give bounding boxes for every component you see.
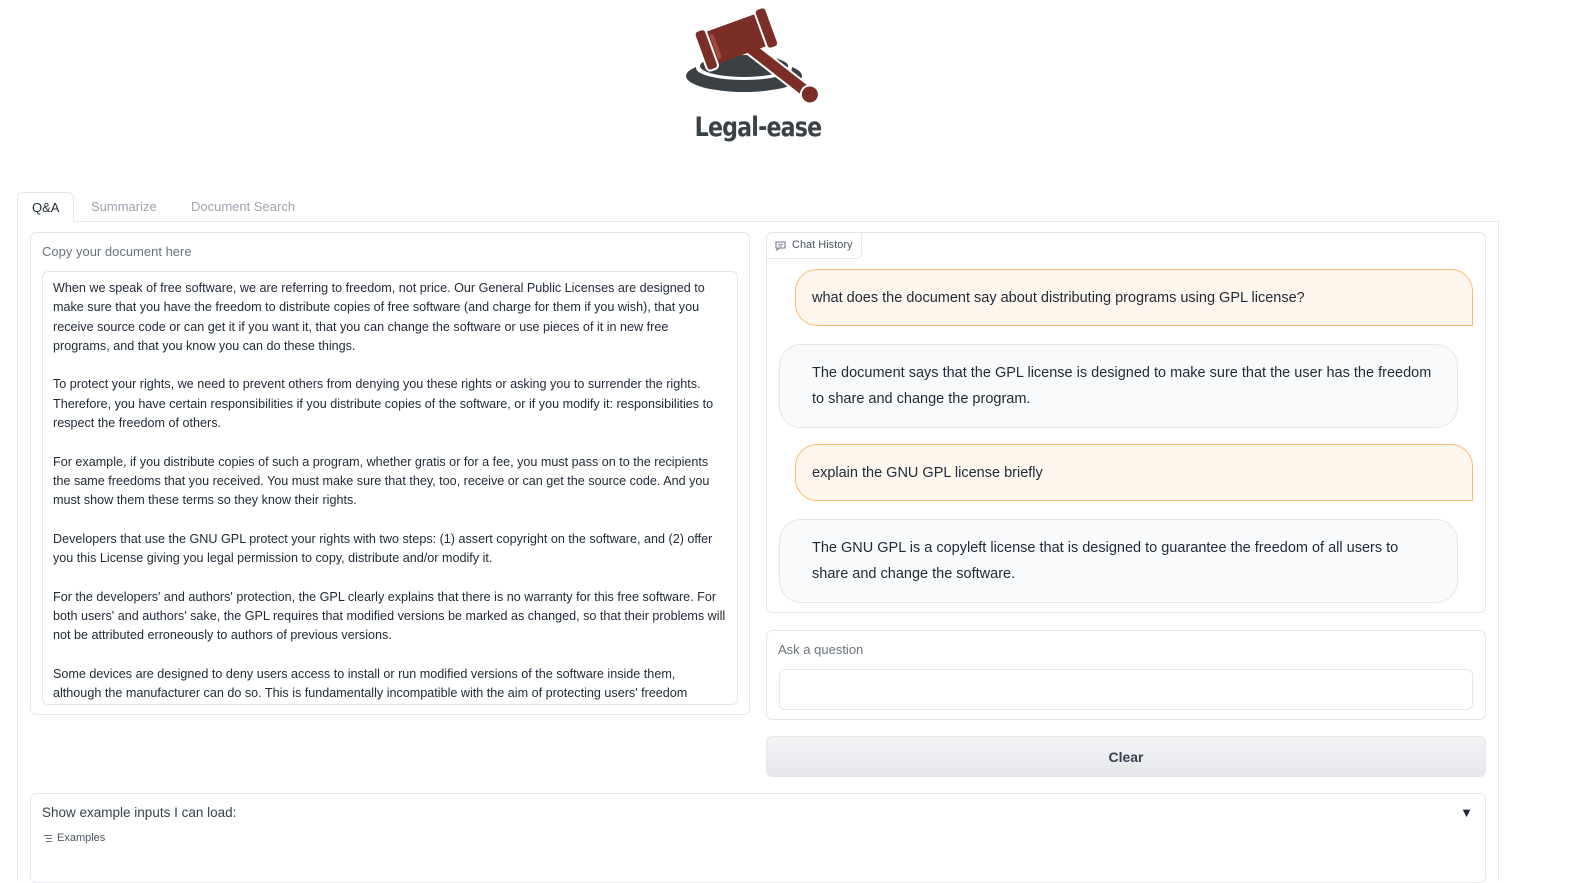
examples-panel [30, 793, 1486, 883]
tab-document-search[interactable]: Document Search [191, 199, 296, 214]
question-input[interactable] [779, 669, 1473, 710]
doc-paragraph-3: For example, if you distribute copies of such a program, whether gratis or for a fee, you must pass on to the recipients the same freedoms that you received. You must make sure that they, too, receive or can get the source code. And you must show them these terms so they know their rights. [53, 454, 713, 508]
question-label: Ask a question [778, 642, 864, 657]
document-input-label: Copy your document here [42, 244, 192, 259]
chat-message-user: what does the document say about distributing programs using GPL license? [795, 269, 1473, 326]
chat-message-bot: The GNU GPL is a copyleft license that is designed to guarantee the freedom of all users to share and change the software. [779, 519, 1458, 603]
doc-paragraph-6: Some devices are designed to deny users access to install or run modified versions of the software inside them, although the manufacturer can do so. This is fundamentally incompatible with the aim of protecting users' freedom [53, 666, 688, 701]
chat-history-panel[interactable] [766, 232, 1486, 613]
chat-message-user: explain the GNU GPL license briefly [795, 444, 1473, 501]
gavel-icon [686, 8, 836, 118]
doc-paragraph-4: Developers that use the GNU GPL protect your rights with two steps: (1) assert copyright on the software, and (2) offer you this License giving you legal permission to copy, distribute and/or modify it. [53, 531, 716, 566]
chevron-down-icon[interactable]: ▼ [1460, 805, 1473, 820]
doc-paragraph-1: When we speak of free software, we are referring to freedom, not price. Our General Public Licenses are designed to make sure that you have the freedom to distribute copies of free software (and charge for them if you wish), that you receive source code or can get it if you want it, that you can change the software or use pieces of it in new free programs, and that you know you can do these things. [53, 281, 709, 353]
app-title: Legal-ease [694, 112, 822, 143]
document-textarea[interactable] [42, 271, 738, 705]
tab-summarize[interactable]: Summarize [91, 199, 157, 214]
examples-sub-label: Examples [57, 832, 106, 844]
list-icon [43, 834, 53, 843]
tab-qa[interactable]: Q&A [17, 192, 74, 222]
header [0, 0, 1560, 160]
document-input-panel [30, 232, 750, 715]
chat-message-bot: The document says that the GPL license is designed to make sure that the user has the freedom to share and change the program. [779, 344, 1458, 428]
examples-title: Show example inputs I can load: [42, 805, 237, 820]
chat-history-label [767, 233, 862, 259]
doc-paragraph-2: To protect your rights, we need to prevent others from denying you these rights or asking you to surrender the rights. Therefore, you have certain responsibilities if you distribute copies of the software, or if you modify it: responsibilities to respect the freedom of others. [53, 377, 717, 431]
chat-history-title: Chat History [792, 239, 853, 251]
examples-label [43, 832, 105, 844]
clear-button[interactable]: Clear [766, 736, 1486, 777]
doc-paragraph-5: For the developers' and authors' protection, the GPL clearly explains that there is no warranty for this free software. For both users' and authors' sake, the GPL requires that modified versions be marked as changed, so that their problems will not be attributed erroneously to authors of previous versions. [53, 589, 729, 643]
question-panel [766, 630, 1486, 720]
chat-bubble-icon [775, 241, 786, 251]
